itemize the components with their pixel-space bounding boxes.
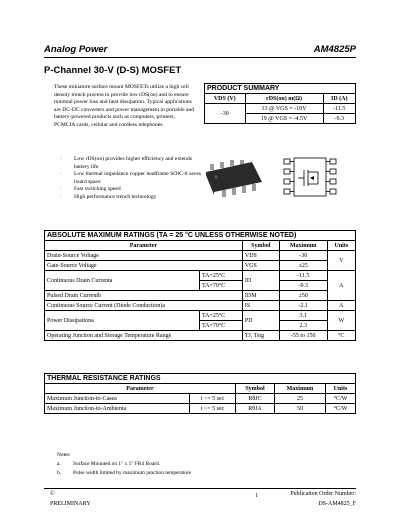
id-value: -9.3	[323, 114, 355, 124]
product-summary-caption: PRODUCT SUMMARY	[205, 84, 356, 94]
rds-value: 19 @ VGS = -4.5V	[245, 114, 323, 124]
feature-item: · High performance trench technology	[60, 193, 157, 200]
value-cell: 2.3	[279, 321, 327, 331]
table-row: Gate-Source Voltage	[45, 261, 243, 271]
unit-cell: W	[327, 311, 355, 331]
feature-item: · Low rDS(on) provides higher efficiency and extends battery life	[60, 156, 192, 170]
page-number: 1	[255, 493, 258, 499]
condition-cell: TA=70°C	[200, 321, 243, 331]
table-row: Continuous Source Current (Diode Conduction)a	[45, 301, 243, 311]
value-cell: -9.3	[279, 281, 327, 291]
footer-rule	[44, 488, 356, 489]
col-parameter: Parameter	[45, 384, 236, 394]
unit-cell: A	[327, 271, 355, 301]
bullet-icon: ·	[60, 171, 62, 177]
product-summary-table	[204, 83, 356, 124]
condition-cell: t <= 5 sec	[190, 394, 236, 404]
header-rule	[44, 57, 356, 58]
symbol-cell: TJ, Tstg	[242, 331, 279, 341]
intro-paragraph: These miniature surface mount MOSFETs utilize a high cell density trench process to provide low rDS(on) and to ensure minimal power loss and heat dissipation. Typical applications are DC-DC converters and power management in portable and battery-powered products such as computers, printers, PCMCIA cards, cellular and cordless telephones.	[54, 84, 195, 128]
symbol-cell: IS	[242, 301, 279, 311]
bullet-icon: ·	[60, 186, 62, 192]
id-value: -11.5	[323, 104, 355, 114]
unit-cell: °C/W	[325, 394, 355, 404]
condition-cell: TA=25°C	[200, 311, 243, 321]
vds-value: -30	[205, 104, 246, 124]
copyright-symbol: ©	[50, 491, 55, 497]
symbol-cell: VGS	[242, 261, 279, 271]
table-row: Pulsed Drain Currentb	[45, 291, 243, 301]
value-cell: -55 to 150	[279, 331, 327, 341]
rds-value: 13 @ VGS = -10V	[245, 104, 323, 114]
value-cell: 50	[275, 404, 326, 414]
absolute-max-ratings-table	[44, 230, 356, 341]
table-row: Drain-Source Voltage	[45, 251, 243, 261]
feature-item: · Fast switching speed	[60, 186, 121, 192]
section-title: THERMAL RESISTANCE RATINGS	[45, 374, 356, 384]
condition-cell: TA=70°C	[200, 281, 243, 291]
symbol-cell: VDS	[242, 251, 279, 261]
part-number: AM4825P	[313, 44, 356, 55]
unit-cell: A	[327, 301, 355, 311]
note-item: a. Surface Mounted on 1" x 1" FR4 Board.	[57, 461, 161, 467]
col-symbol: Symbol	[242, 241, 279, 251]
note-item: b. Pulse width limited by maximum junction temperature	[57, 470, 191, 476]
symbol-cell: ID	[242, 271, 279, 291]
table-row: Power Dissipationa	[45, 311, 200, 331]
col-vds: VDS (V)	[205, 94, 246, 104]
col-parameter: Parameter	[45, 241, 243, 251]
publication-order-label: Publication Order Number:	[290, 491, 356, 497]
notes	[57, 451, 191, 478]
bullet-icon: ·	[60, 193, 62, 200]
symbol-cell: IDM	[242, 291, 279, 301]
value-cell: 25	[275, 394, 326, 404]
col-maximum: Maximum	[279, 241, 327, 251]
value-cell: -2.1	[279, 301, 327, 311]
col-symbol: Symbol	[235, 384, 274, 394]
feature-list	[60, 156, 204, 201]
section-title: ABSOLUTE MAXIMUM RATINGS (TA = 25 °C UNLESS OTHERWISE NOTED)	[45, 231, 356, 241]
table-row: Maximum Junction-to-Casea	[45, 394, 190, 404]
preliminary-label: PRELIMINARY	[50, 501, 91, 507]
table-row: Maximum Junction-to-Ambienta	[45, 404, 190, 414]
unit-cell: °C	[327, 331, 355, 341]
soic8-package-icon	[202, 160, 266, 200]
col-maximum: Maximum	[275, 384, 326, 394]
col-units: Units	[325, 384, 355, 394]
condition-cell: TA=25°C	[200, 271, 243, 281]
value-cell: ±50	[279, 291, 327, 301]
col-rds: rDS(on) m(Ω)	[245, 94, 323, 104]
value-cell: 3.1	[279, 311, 327, 321]
publication-order-number: DS-AM4825_F	[318, 501, 356, 507]
value-cell: -30	[279, 251, 327, 261]
col-id: ID (A)	[323, 94, 355, 104]
symbol-cell: RθJA	[235, 404, 274, 414]
condition-cell: t <= 5 sec	[190, 404, 236, 414]
document-title: P-Channel 30-V (D-S) MOSFET	[44, 65, 182, 76]
pinout-diagram-icon	[280, 156, 340, 198]
brand-name: Analog Power	[44, 44, 108, 55]
symbol-cell: RθJC	[235, 394, 274, 404]
bullet-icon: ·	[60, 156, 62, 162]
col-units: Units	[327, 241, 355, 251]
value-cell: ±25	[279, 261, 327, 271]
table-row: Operating Junction and Storage Temperature Range	[45, 331, 243, 341]
symbol-cell: PD	[242, 311, 279, 331]
unit-cell: °C/W	[325, 404, 355, 414]
notes-label: Notes	[57, 452, 70, 458]
feature-item: · Low thermal impedance copper leadframe SOIC-8 saves board space	[60, 171, 202, 185]
thermal-resistance-table	[44, 373, 356, 414]
table-row: Continuous Drain Currenta	[45, 271, 200, 291]
unit-cell: V	[327, 251, 355, 271]
value-cell: -11.5	[279, 271, 327, 281]
